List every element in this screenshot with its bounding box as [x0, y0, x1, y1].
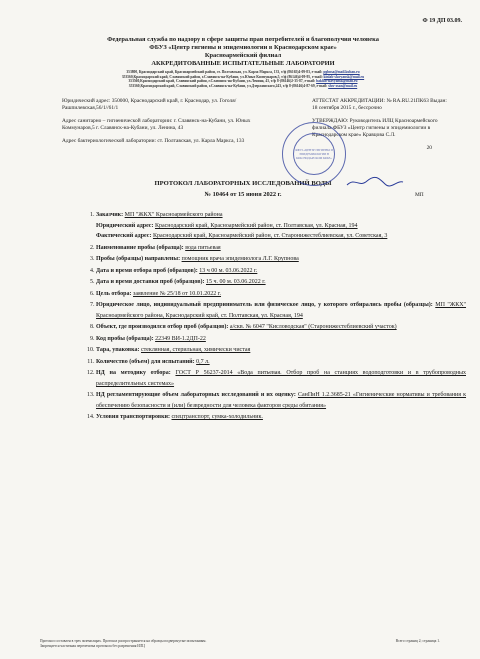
footer-note2: Запрещается частичная перепечатка протокола без разрешения ИЛЦ — [40, 644, 145, 648]
lab-addresses — [62, 98, 252, 158]
footer-note1: Протокол составлен в трех экземплярах. Протокол распространяется на образцы подвергнутые испытаниям. — [40, 639, 207, 643]
page-count: Всего страниц 2; страница 1. — [395, 639, 440, 643]
approval-info: УТВЕРЖДАЮ: Руководитель ИЛЦ Красноармейского филиала ФБУЗ «Центр гигиены и эпидемиологии в Краснодарском крае» Кравцова С.Л. — [312, 118, 438, 139]
address-line1: 353800, Краснодарский край, Красноармейский район, ст. Полтавская, ул. Карла Маркса, 133, т/ф (86165)4-09-83, e-mail: — [126, 70, 324, 74]
address-line2: 353560,Краснодарский край, Славянский район, г.Славянск-на-Кубани, ул.Юных Коммунаров,5, т/ф (86146)4-09-95, e-mail: — [121, 74, 324, 79]
official-seal-stamp — [282, 122, 346, 186]
accreditation-info: АТТЕСТАТ АККРЕДИТАЦИИ: № RA.RU.21ПК63 Выдан: 18 сентября 2015 г., бессрочно — [312, 98, 447, 112]
email-link4[interactable]: sluv-osan@mail.ru — [328, 83, 358, 88]
header-line1: Федеральная служба по надзору в сфере защиты прав потребителей и благополучия человека — [107, 36, 379, 43]
info-block — [34, 98, 452, 158]
signature-mark — [345, 176, 405, 188]
page-footer — [40, 639, 440, 649]
item-purpose: 6. Цель отбора: заявление № 25/18 от 10.01.2022 г. — [96, 289, 466, 300]
item-sent-by: 3. Пробы (образцы) направлены: помощник врача эпидемиолога Л.Г. Крупнова — [96, 254, 466, 265]
item-container: 10. Тара, упаковка: стеклянная, стерильная, химически чистая — [96, 345, 466, 356]
header-line2: ФБУЗ «Центр гигиены и эпидемиологии в Краснодарском крае» — [149, 44, 337, 51]
protocol-title: ПРОТОКОЛ ЛАБОРАТОРНЫХ ИССЛЕДОВАНИЙ ВОДЫ — [154, 180, 332, 188]
address-line3: 353560,Краснодарский край, Славянский район, г.Славянск-на-Кубани, ул.Ленина, 43, т/ф 8-(86146)2-35-87, e-mail: — [128, 79, 317, 84]
form-code: Ф 19 ДП 03.09. — [422, 18, 462, 24]
protocol-items — [34, 210, 466, 423]
protocol-number: № 10464 от 15 июня 2022 г. — [204, 191, 282, 199]
org-header — [34, 36, 452, 68]
approval-year: 20 — [426, 145, 432, 152]
org-addresses — [34, 70, 452, 88]
address-line4: 353560,Краснодарский край, Славянский район, г.Славянск-на-Кубани, ул.Дзержинского,243, т/ф 8-(86146)4-87-69, e-mail: — [128, 83, 329, 88]
seal-text: ФБУЗ «ЦЕНТР ГИГИЕНЫ И ЭПИДЕМИОЛОГИИ В КРАСНОДАРСКОМ КРАЕ» — [295, 148, 333, 160]
item-delivery-date: 5. Дата и время доставки проб (образцов): 15 ч. 00 м. 03.06.2022 г. — [96, 277, 466, 288]
email-link2[interactable]: kinlab-slavyansk@mail.ru — [323, 74, 365, 79]
item-customer: 1. Заказчик: МП "ЖКХ" Красноармейского района Юридический адрес: Краснодарский край, Красноармейский район, ст. Полтавская, ул. Красная, 194 Фактический адрес: Краснодарский край, Красноармейский район, ст. Старонижестеблиевская, ул. Советская, 3 — [96, 210, 466, 242]
header-line4: АККРЕДИТОВАННЫЕ ИСПЫТАТЕЛЬНЫЕ ЛАБОРАТОРИИ — [151, 60, 335, 67]
legal-address: Юридический адрес: 350000, Краснодарский край, г. Краснодар, ул. Гоголя/Рашпилевская,56/1//61/1 — [62, 98, 237, 112]
sanitary-lab-address: Адрес санитарно – гигиенической лаборатории: г. Славянск-на-Кубани, ул. Юных Коммунаров,5 г. Славянск-на-Кубани, ул. Ленина, 43 — [62, 118, 251, 132]
item-volume: 11. Количество (объем) для испытаний: 0,7 л. — [96, 357, 466, 368]
item-legal-entity: 7. Юридическое лицо, индивидуальный предприниматель или физическое лицо, у которого отбирались пробы (образцы): МП "ЖКХ" Красноармейского района, Краснодарский край, ст. Полтавская, ул. Красная, 194 — [96, 300, 466, 321]
item-transport: 14. Условия транспортировки: спецтранспорт, сумка-холодильник. — [96, 412, 466, 423]
item-sample-name: 2. Наименование пробы (образца): вода питьевая — [96, 243, 466, 254]
item-sample-code: 9. Код пробы (образца): 22349 ВИ-1.2ДП-22 — [96, 334, 466, 345]
mp-label: МП — [415, 192, 424, 198]
item-sampling-date: 4. Дата и время отбора проб (образцов): 13 ч 00 м. 03.06.2022 г. — [96, 266, 466, 277]
email-link1[interactable]: pgbnsa@mail.kuban.ru — [323, 70, 360, 74]
item-sampling-object: 8. Объект, где производился отбор проб (образцов): а/скв. № 6047 "Кисловодская" (Старонижестеблиевский участок) — [96, 322, 466, 333]
email-link3[interactable]: baklab-slavyansk@mail.ru — [316, 79, 358, 84]
item-regulatory-docs: 13. НД регламентирующие объем лабораторных исследований и их оценку: СанПиН 1.2.3685-21 «Гигиенические нормативы и требования к обеспечению безопасности и (или) безвредности для человека факторов среды обитания» — [96, 390, 466, 411]
header-line3: Красноармейский филиал — [204, 52, 282, 59]
bacterio-lab-address: Адрес бактериологической лаборатории: ст. Полтавская, ул. Карла Маркса, 133 — [62, 138, 245, 145]
item-sampling-method: 12. НД на методику отбора: ГОСТ Р 56237-2014 «Вода питьевая. Отбор проб на станциях водоподготовки и в трубопроводных распределительных системах» — [96, 368, 466, 389]
